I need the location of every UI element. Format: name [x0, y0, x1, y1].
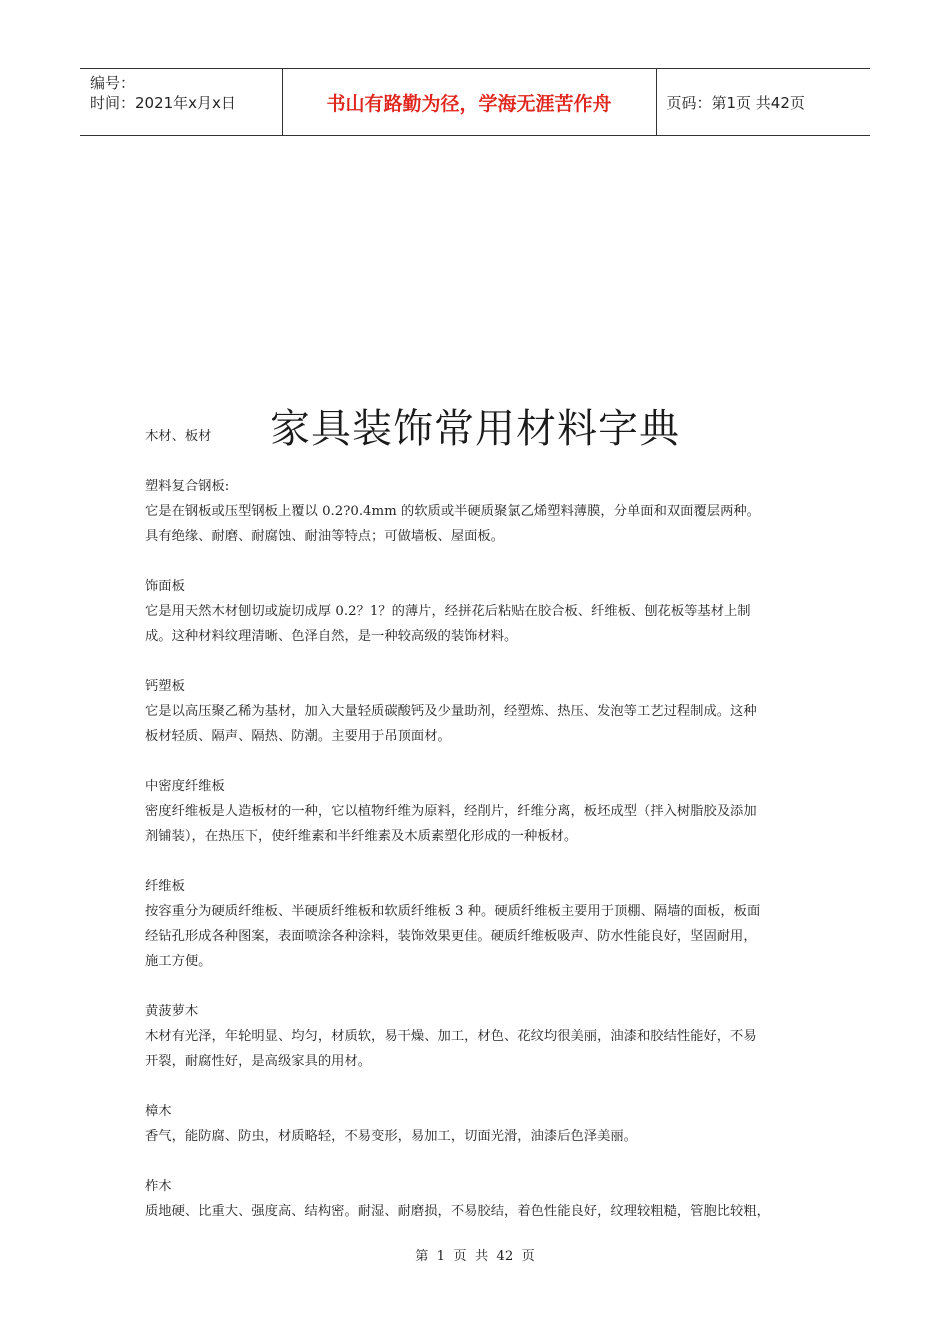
- section-text-line: 具有绝缘、耐磨、耐腐蚀、耐油等特点；可做墙板、屋面板。: [145, 529, 505, 544]
- header-motto: 书山有路勤为径，学海无涯苦作舟: [282, 69, 656, 136]
- section-text-line: 密度纤维板是人造板材的一种，它以植物纤维为原料，经削片，纤维分离，板坯成型（拌入树脂胶及添加: [145, 804, 757, 819]
- header-meta-cell: [80, 69, 282, 136]
- material-section: [145, 474, 815, 549]
- material-section: [145, 574, 815, 649]
- section-text-line: 按容重分为硬质纤维板、半硬质纤维板和软质纤维板 3 种。硬质纤维板主要用于顶棚、隔墙的面板，板面: [145, 904, 761, 919]
- time-label: 时间：2021年x月x日: [90, 94, 236, 112]
- section-text-line: 板材轻质、隔声、隔热、防潮。主要用于吊顶面材。: [145, 729, 451, 744]
- section-text-line: 香气，能防腐、防虫，材质略轻，不易变形，易加工，切面光滑，油漆后色泽美丽。: [145, 1129, 637, 1144]
- material-section: [145, 1174, 815, 1224]
- material-section: [145, 774, 815, 849]
- sections-container: [145, 474, 815, 1224]
- material-section: [145, 1099, 815, 1149]
- header-table: [80, 68, 870, 136]
- section-heading: 中密度纤维板: [145, 779, 225, 794]
- section-heading: 钙塑板: [145, 679, 185, 694]
- document-title: 家具装饰常用材料字典: [270, 405, 680, 452]
- section-text-line: 开裂，耐腐性好，是高级家具的用材。: [145, 1054, 372, 1069]
- material-section: [145, 999, 815, 1074]
- section-text-line: 剂铺装），在热压下，使纤维素和半纤维素及木质素塑化形成的一种板材。: [145, 829, 578, 844]
- section-heading: 樟木: [145, 1104, 172, 1119]
- number-label: 编号：: [90, 74, 136, 92]
- section-heading: 柞木: [145, 1179, 172, 1194]
- header-page-info: 页码：第1页 共42页: [656, 69, 870, 136]
- section-heading: 塑料复合钢板:: [145, 479, 230, 494]
- category-label: 木材、板材: [145, 429, 212, 444]
- page-footer: 第 1 页 共 42 页: [415, 1249, 535, 1264]
- section-heading: 黄菠萝木: [145, 1004, 199, 1019]
- section-text-line: 它是以高压聚乙稀为基材，加入大量轻质碳酸钙及少量助剂，经塑炼、热压、发泡等工艺过程制成。这种: [145, 704, 757, 719]
- section-text-line: 它是在钢板或压型钢板上覆以 0.2?0.4mm 的软质或半硬质聚氯乙烯塑料薄膜，分单面和双面覆层两种。: [145, 504, 760, 519]
- document-body: [145, 424, 815, 1224]
- section-text-line: 经钻孔形成各种图案，表面喷涂各种涂料，装饰效果更佳。硬质纤维板吸声、防水性能良好，坚固耐用，: [145, 929, 757, 944]
- material-section: [145, 874, 815, 974]
- section-text-line: 木材有光泽，年轮明显、均匀，材质软，易干燥、加工，材色、花纹均很美丽，油漆和胶结性能好，不易: [145, 1029, 757, 1044]
- section-heading: 饰面板: [145, 579, 185, 594]
- section-text-line: 质地硬、比重大、强度高、结构密。耐湿、耐磨损，不易胶结，着色性能良好，纹理较粗糙，管胞比较粗，: [145, 1204, 770, 1219]
- section-text-line: 成。这种材料纹理清晰、色泽自然，是一种较高级的装饰材料。: [145, 629, 518, 644]
- section-heading: 纤维板: [145, 879, 185, 894]
- material-section: [145, 674, 815, 749]
- section-text-line: 它是用天然木材刨切或旋切成厚 0.2？1？的薄片，经拼花后粘贴在胶合板、纤维板、刨花板等基材上制: [145, 604, 751, 619]
- section-text-line: 施工方便。: [145, 954, 212, 969]
